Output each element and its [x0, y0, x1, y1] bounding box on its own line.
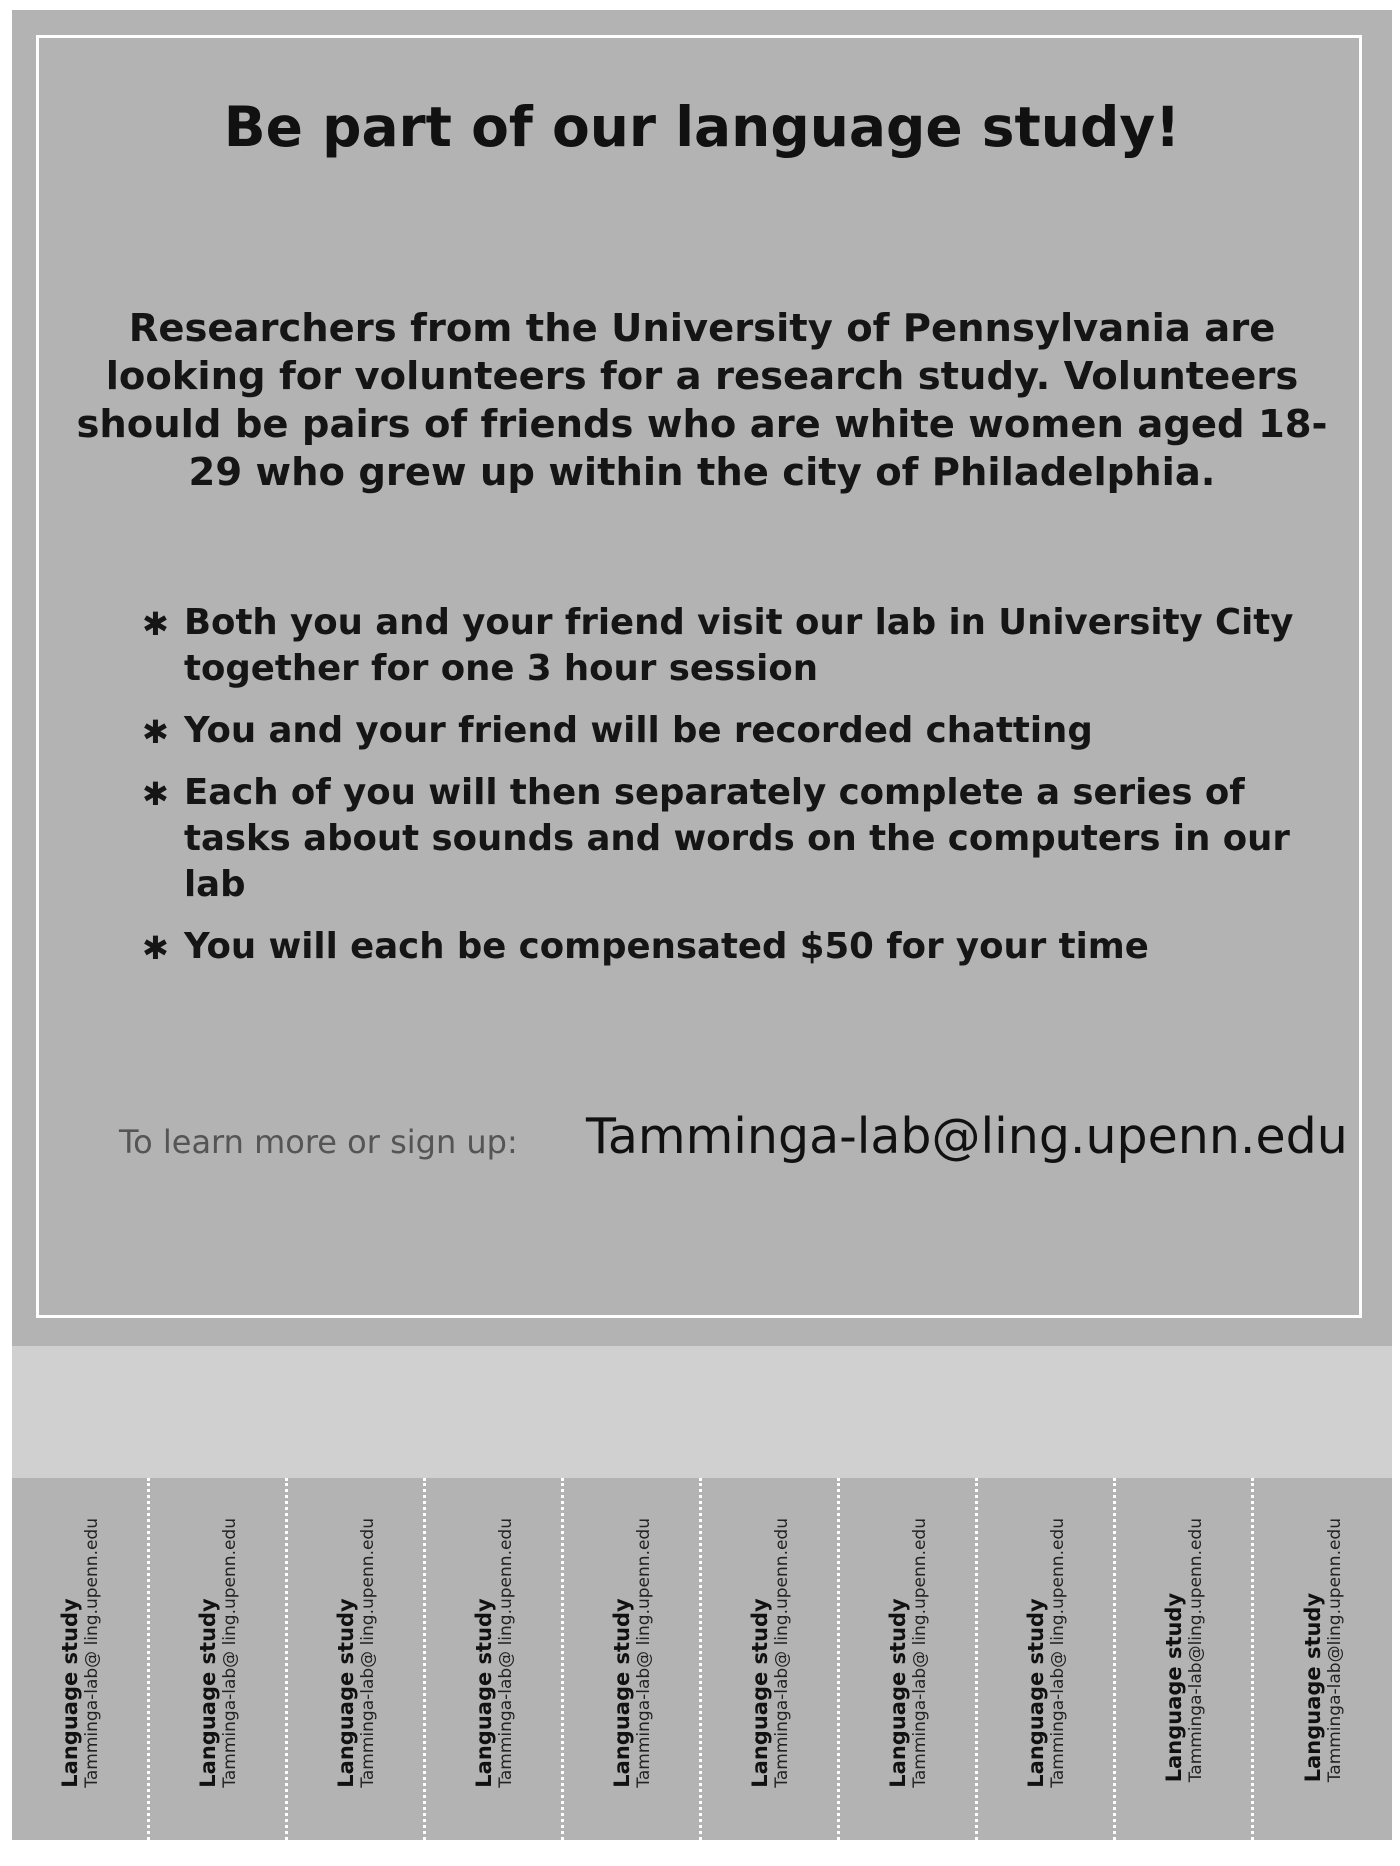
tab-title: Language study: [1023, 1598, 1048, 1788]
bullet-item: [142, 770, 1322, 908]
tear-off-tab[interactable]: [12, 1478, 150, 1840]
tear-off-tab[interactable]: [150, 1478, 288, 1840]
tab-title: Language study: [747, 1598, 772, 1788]
bullet-item: [142, 924, 1322, 970]
tear-off-tabs: [12, 1478, 1392, 1840]
tear-off-tab[interactable]: [1254, 1478, 1392, 1840]
tab-email: Tamminga-lab@ ling.upenn.edu: [633, 1518, 654, 1788]
tab-title: Language study: [885, 1598, 910, 1788]
tab-email: Tamminga-lab@ling.upenn.edu: [1324, 1518, 1345, 1783]
tab-title: Language study: [471, 1598, 496, 1788]
tab-email: Tamminga-lab@ ling.upenn.edu: [357, 1518, 378, 1788]
bullet-text: You will each be compensated $50 for your time: [184, 926, 1149, 967]
flyer-title: Be part of our language study!: [223, 95, 1181, 159]
tab-text: [1162, 1518, 1206, 1782]
tear-off-tab[interactable]: [840, 1478, 978, 1840]
tear-off-tab[interactable]: [702, 1478, 840, 1840]
bullet-list: [142, 600, 1322, 986]
tab-text: [196, 1518, 240, 1788]
tear-off-tab[interactable]: [426, 1478, 564, 1840]
tab-email: Tamminga-lab@ ling.upenn.edu: [495, 1518, 516, 1788]
tab-text: [58, 1518, 102, 1788]
tab-title: Language study: [1300, 1592, 1325, 1783]
bullet-item: [142, 708, 1322, 754]
tab-text: [472, 1518, 516, 1788]
asterisk-bullet-icon: ✱: [142, 929, 169, 967]
tab-title: Language study: [1161, 1592, 1186, 1783]
contact-email[interactable]: Tamminga-lab@ling.upenn.edu: [586, 1108, 1348, 1165]
tear-off-tab[interactable]: [1116, 1478, 1254, 1840]
tab-title: Language study: [195, 1598, 220, 1788]
tab-email: Tamminga-lab@ ling.upenn.edu: [219, 1518, 240, 1788]
flyer-main-panel: [12, 10, 1392, 1346]
asterisk-bullet-icon: ✱: [142, 605, 169, 643]
intro-paragraph: Researchers from the University of Pennsylvania are looking for volunteers for a research study. Volunteers should be pairs of friends who are white women aged 18-29 who grew up within the city of Philadelphia.: [76, 306, 1328, 495]
flyer-sheet: [12, 10, 1392, 1860]
tab-title: Language study: [57, 1598, 82, 1788]
tab-text: [334, 1518, 378, 1788]
tear-off-tab[interactable]: [288, 1478, 426, 1840]
tab-text: [886, 1518, 930, 1788]
tear-off-tab[interactable]: [978, 1478, 1116, 1840]
bullet-text: Each of you will then separately complete a series of tasks about sounds and words on the computers in our lab: [184, 772, 1290, 905]
contact-label: To learn more or sign up:: [119, 1123, 518, 1161]
tab-title: Language study: [609, 1598, 634, 1788]
tab-email: Tamminga-lab@ ling.upenn.edu: [771, 1518, 792, 1788]
bullet-text: You and your friend will be recorded chatting: [184, 710, 1093, 751]
tab-email: Tamminga-lab@ ling.upenn.edu: [81, 1518, 102, 1788]
tab-text: [748, 1518, 792, 1788]
tab-email: Tamminga-lab@ling.upenn.edu: [1185, 1518, 1206, 1783]
asterisk-bullet-icon: ✱: [142, 775, 169, 813]
tab-text: [1024, 1518, 1068, 1788]
tab-email: Tamminga-lab@ ling.upenn.edu: [909, 1518, 930, 1788]
bullet-item: [142, 600, 1322, 692]
tear-off-tab[interactable]: [564, 1478, 702, 1840]
bullet-text: Both you and your friend visit our lab in University City together for one 3 hour session: [184, 602, 1294, 689]
tab-title: Language study: [333, 1598, 358, 1788]
tear-off-band: [12, 1346, 1392, 1478]
asterisk-bullet-icon: ✱: [142, 713, 169, 751]
tab-text: [610, 1518, 654, 1788]
tab-text: [1301, 1518, 1345, 1782]
tab-email: Tamminga-lab@ ling.upenn.edu: [1047, 1518, 1068, 1788]
